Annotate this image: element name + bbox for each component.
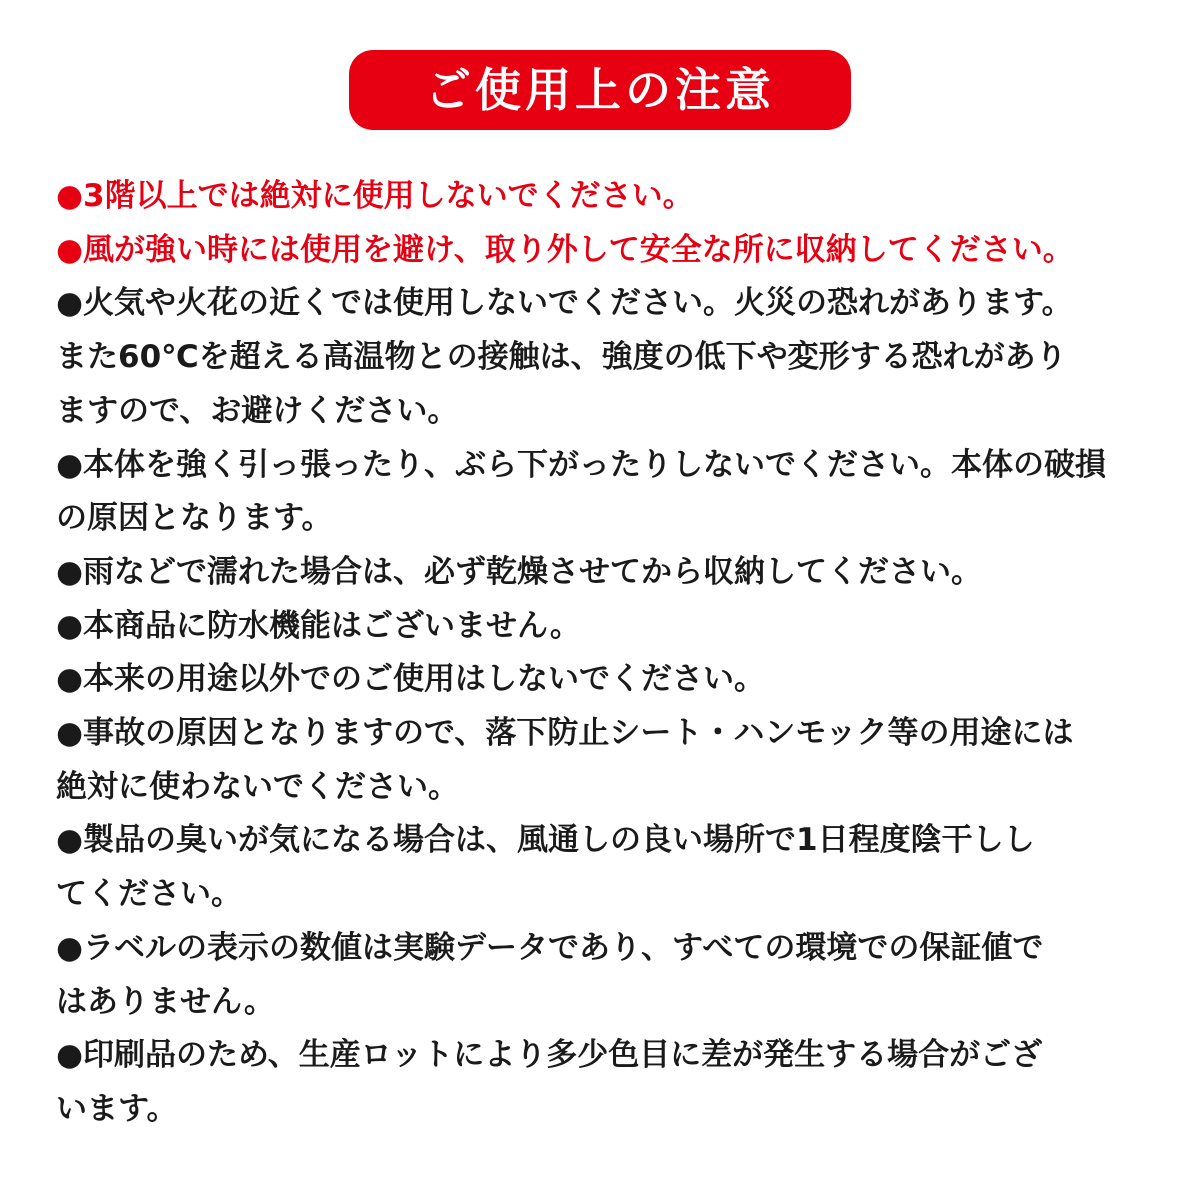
caution-item-print-color: ●印刷品のため、生産ロットにより多少色目に差が発生する場合がござ います。 [56,1037,1043,1127]
caution-item-wet: ●雨などで濡れた場合は、必ず乾燥させてから収納してください。 [56,553,983,590]
caution-list [56,170,1156,1137]
caution-item-waterproof: ●本商品に防水機能はございません。 [56,607,581,644]
caution-item-accident: ●事故の原因となりますので、落下防止シート・ハンモック等の用途には 絶対に使わないでください。 [56,715,1074,805]
caution-item-odor: ●製品の臭いが気になる場合は、風通しの良い場所で1日程度陰干しし てください。 [56,822,1035,913]
caution-item-label-values: ●ラベルの表示の数値は実験データであり、すべての環境での保証値で はありません。 [56,929,1044,1020]
caution-item-strong-wind: ●風が強い時には使用を避け、取り外して安全な所に収納してください。 [56,231,1074,268]
caution-item-fire: ●火気や火花の近くでは使用しないでください。火災の恐れがあります。 また60℃を超える高温物との接触は、強度の低下や変形する恐れがあり ますので、お避けください。 [56,285,1073,429]
caution-item-intended-use: ●本来の用途以外でのご使用はしないでください。 [56,661,766,698]
title-banner [349,50,851,130]
caution-item-pulling: ●本体を強く引っ張ったり、ぶら下がったりしないでください。本体の破損 の原因となります。 [56,446,1107,537]
caution-item-third-floor: ●3階以上では絶対に使用しないでください。 [56,178,694,214]
page-title: ご使用上の注意 [425,63,775,117]
